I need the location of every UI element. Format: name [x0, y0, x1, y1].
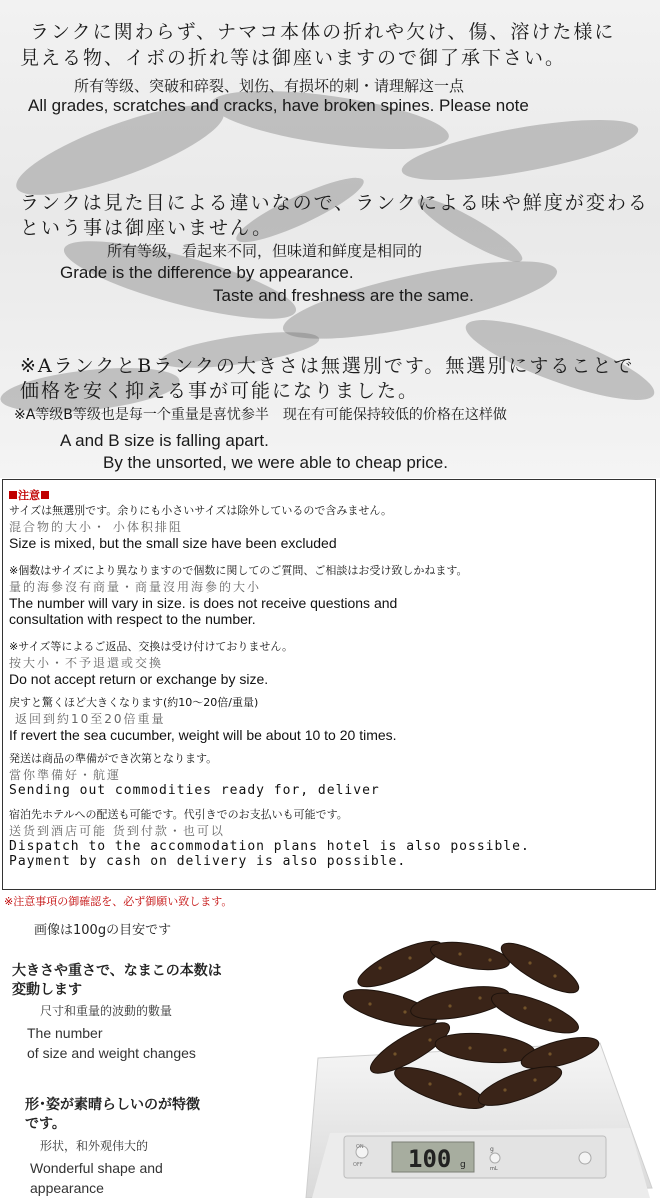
para1-cn: 所有等级、突破和碎裂、划伤、有损坏的刺・请理解这一点	[74, 77, 465, 95]
image-caption: 画像は100gの目安です	[34, 923, 172, 938]
sea-cucumber-scale-photo	[300, 908, 656, 1198]
notice-item-cn: 混合物的大小・ 小体积排阻	[9, 520, 183, 534]
para3-en-line1: A and B size is falling apart.	[60, 431, 269, 450]
para2-cn: 所有等级，看起来不同，但味道和鲜度是相同的	[107, 242, 423, 260]
scale-tare-button[interactable]	[579, 1152, 591, 1164]
notice-item	[9, 502, 649, 551]
scale-unit: g	[460, 1160, 466, 1170]
b2-jp-line1: 形･姿が素晴らしいのが特徴	[25, 1097, 200, 1113]
notice-footer: ※注意事項の御確認を、必ず御願い致します。	[4, 895, 233, 908]
para1-jp-line1: ランクに関わらず、ナマコ本体の折れや欠け、傷、溶けた様に	[30, 21, 616, 43]
notice-item-cn: 返回到約10至20倍重量	[15, 712, 166, 726]
para3-jp-line2: 価格を安く抑える事が可能になりました。	[20, 380, 420, 402]
notice-item-cn: 量的海參沒有商量・商量沒用海參的大小	[9, 580, 262, 594]
notice-item-jp: 発送は商品の準備ができ次第となります。	[9, 752, 218, 765]
notice-item-jp: 宿泊先ホテルへの配送も可能です。代引きでのお支払いも可能です。	[9, 808, 348, 821]
scale-g-label: g	[490, 1146, 494, 1153]
notice-item-en-line1: Dispatch to the accommodation plans hotel is also possible.	[9, 839, 530, 854]
scale-ml-label: mL	[490, 1166, 498, 1172]
b2-cn: 形状，和外观伟大的	[40, 1139, 149, 1153]
scale-on-label: ON	[356, 1144, 364, 1150]
notice-item-jp: ※サイズ等によるご返品、交換は受け付けておりません。	[9, 640, 293, 653]
notice-box	[2, 479, 656, 890]
notice-item	[9, 638, 649, 687]
para2-jp-line1: ランクは見た目による違いなので、ランクによる味や鮮度が変わる	[20, 192, 649, 214]
para3-cn: ※A等级B等级也是每一个重量是喜忧参半 现在有可能保持较低的价格在这样做	[14, 407, 507, 423]
scale-reading: 100	[408, 1145, 452, 1173]
para3-jp-line1: ※AランクとBランクの大きさは無選別です。無選別にすることで	[20, 355, 635, 377]
notice-item-en: If revert the sea cucumber, weight will be about 10 to 20 times.	[9, 727, 397, 743]
notice-title: 注意	[8, 487, 50, 503]
b1-en-line1: The number	[27, 1025, 103, 1041]
b1-cn: 尺寸和重量的波動的數量	[40, 1004, 173, 1018]
scale-off-label: OFF	[353, 1162, 363, 1168]
notice-item-cn: 送货到酒店可能 货到付款・也可以	[9, 824, 225, 838]
notice-item-jp: 戻すと驚くほど大きくなります(約10〜20倍/重量)	[9, 696, 259, 709]
scale-unit-button[interactable]	[490, 1153, 500, 1163]
notice-item-en: Do not accept return or exchange by size.	[9, 671, 269, 687]
para2-jp-line2: という事は御座いません。	[20, 217, 274, 239]
b2-en-line1: Wonderful shape and	[30, 1160, 163, 1176]
notice-item	[9, 562, 649, 627]
b1-jp-line1: 大きさや重さで、なまこの本数は	[12, 963, 222, 979]
notice-item-cn: 當你準備好・航運	[9, 768, 122, 782]
hero-section	[0, 0, 660, 478]
para2-en-line1: Grade is the difference by appearance.	[60, 263, 354, 282]
notice-item	[9, 694, 649, 743]
b2-jp-line2: です。	[25, 1116, 66, 1132]
notice-item-en: The number will vary in size. is does not receive questions and consultation with respect to the number.	[9, 595, 398, 627]
notice-item	[9, 806, 649, 869]
notice-item-cn: 按大小・不予退還或交換	[9, 656, 164, 670]
notice-item-jp: ※個数はサイズにより異なりますので個数に関してのご質問、ご相談はお受け致しかねます。	[9, 564, 468, 577]
para1-jp-line2: 見える物、イボの折れ等は御座いますので御了承下さい。	[20, 47, 567, 69]
b1-jp-line2: 変動します	[12, 982, 82, 998]
b1-en-line2: of size and weight changes	[27, 1045, 196, 1061]
notice-item	[9, 750, 649, 799]
para2-en-line2: Taste and freshness are the same.	[213, 286, 474, 305]
notice-item-en: Size is mixed, but the small size have been excluded	[9, 535, 337, 551]
notice-item-en: Sending out commodities ready for, deliver	[9, 783, 380, 798]
notice-item-en-line2: Payment by cash on delivery is also possible.	[9, 854, 407, 869]
red-square-icon	[41, 491, 49, 499]
notice-item-jp: サイズは無選別です。余りにも小さいサイズは除外しているので含みません。	[9, 504, 393, 517]
red-square-icon	[9, 491, 17, 499]
b2-en-line2: appearance	[30, 1180, 104, 1196]
para1-en: All grades, scratches and cracks, have broken spines. Please note	[28, 96, 529, 115]
para3-en-line2: By the unsorted, we were able to cheap price.	[103, 453, 448, 472]
